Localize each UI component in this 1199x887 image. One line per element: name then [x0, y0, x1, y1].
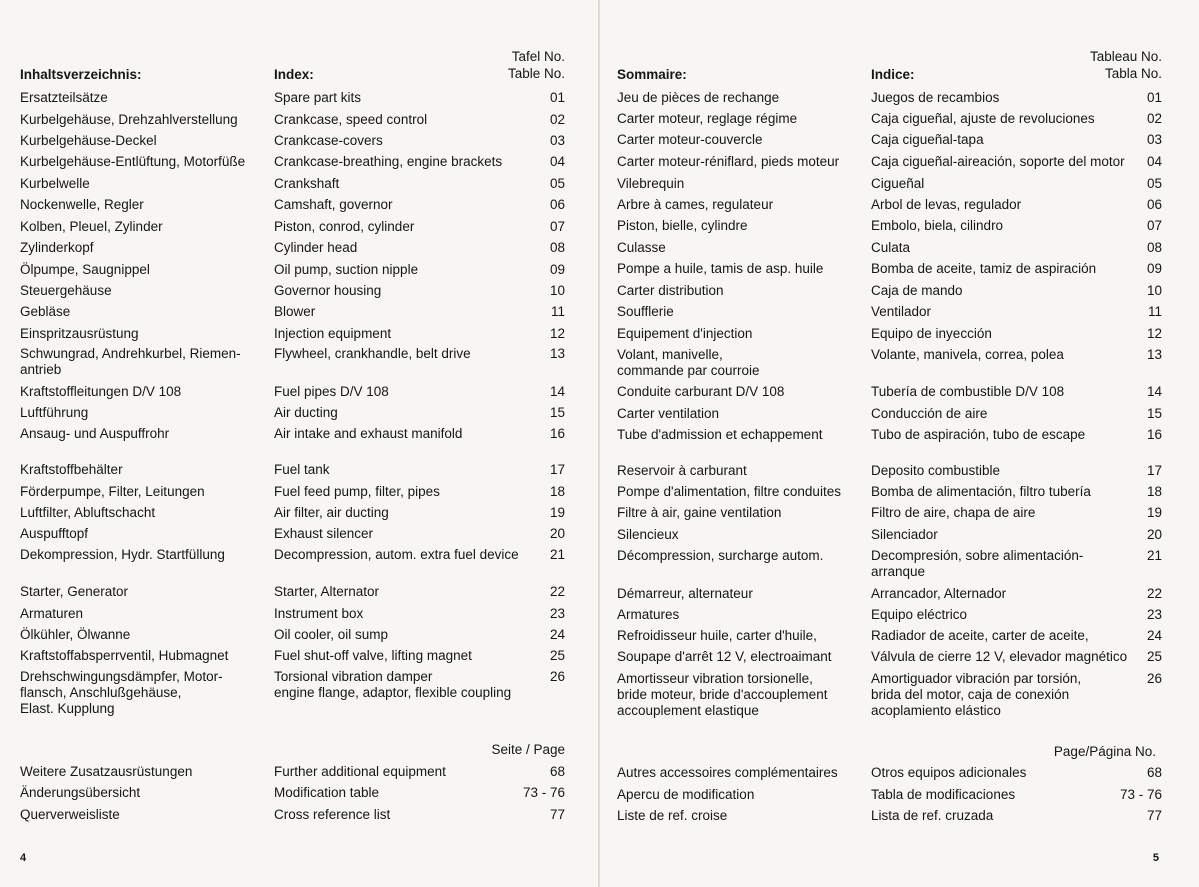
table-number: 10 — [1146, 283, 1162, 298]
table-number: 04 — [549, 154, 565, 169]
entry-title-secondary: Equipo de inyección — [871, 326, 992, 341]
entry-title-primary: Carter moteur-réniflard, pieds moteur — [617, 154, 840, 169]
table-row — [599, 548, 1199, 580]
entry-title-primary: Armatures — [617, 607, 680, 622]
page-number: 4 — [20, 852, 27, 864]
entry-title-primary: Querverweisliste — [20, 807, 120, 822]
entry-title-primary: Ersatzteilsätze — [20, 90, 108, 105]
entry-title-secondary: Spare part kits — [274, 90, 362, 105]
entry-title-secondary: Válvula de cierre 12 V, elevador magnético — [871, 649, 1128, 664]
page-column-header: Seite / Page — [491, 742, 565, 757]
entry-title-secondary: Crankcase-breathing, engine brackets — [274, 154, 503, 169]
entry-title-primary: Kurbelgehäuse, Drehzahlverstellung — [20, 112, 238, 127]
entry-title-primary: Tube d'admission et echappement — [617, 427, 823, 442]
entry-title-primary: Kurbelgehäuse-Deckel — [20, 133, 157, 148]
entry-title-secondary: Exhaust silencer — [274, 526, 374, 541]
entry-title-secondary: Oil pump, suction nipple — [274, 262, 419, 277]
entry-title-secondary: Tubería de combustible D/V 108 — [871, 384, 1065, 399]
entry-title-primary: Kolben, Pleuel, Zylinder — [20, 219, 163, 234]
table-number: 21 — [549, 547, 565, 562]
entry-title-secondary: Cross reference list — [274, 807, 391, 822]
page-reference: 77 — [1146, 808, 1162, 823]
table-number: 16 — [1146, 427, 1162, 442]
table-row — [0, 669, 599, 716]
entry-title-secondary: Filtro de aire, chapa de aire — [871, 505, 1036, 520]
entry-title-secondary: Deposito combustible — [871, 463, 1001, 478]
entry-title-primary: Förderpumpe, Filter, Leitungen — [20, 484, 205, 499]
entry-title-primary: Filtre à air, gaine ventilation — [617, 505, 782, 520]
entry-title-primary: Arbre à cames, regulateur — [617, 197, 774, 212]
table-number: 01 — [549, 90, 565, 105]
table-number: 22 — [1146, 586, 1162, 601]
table-row — [599, 347, 1199, 379]
column-header-german: Inhaltsverzeichnis: — [20, 67, 142, 82]
table-row — [0, 346, 599, 378]
entry-title-primary: Volant, manivelle, commande par courroie — [617, 347, 760, 378]
entry-title-primary: Jeu de pièces de rechange — [617, 90, 780, 105]
entry-title-secondary: Tabla de modificaciones — [871, 787, 1016, 802]
entry-title-primary: Starter, Generator — [20, 584, 129, 599]
table-number: 05 — [549, 176, 565, 191]
entry-title-secondary: Air intake and exhaust manifold — [274, 426, 463, 441]
entry-title-primary: Carter moteur-couvercle — [617, 132, 763, 147]
entry-title-primary: Soufflerie — [617, 304, 674, 319]
table-number: 17 — [1146, 463, 1162, 478]
table-number: 03 — [549, 133, 565, 148]
entry-title-secondary: Decompresión, sobre alimentación- arranque — [871, 548, 1084, 579]
entry-title-secondary: Camshaft, governor — [274, 197, 393, 212]
entry-title-primary: Luftführung — [20, 405, 89, 420]
table-row — [599, 671, 1199, 718]
entry-title-secondary: Air ducting — [274, 405, 338, 420]
entry-title-secondary: Torsional vibration damper engine flange, adaptor, flexible coupling — [274, 669, 512, 700]
entry-title-primary: Equipement d'injection — [617, 326, 753, 341]
page-column-header: Page/Página No. — [1053, 744, 1156, 759]
entry-title-secondary: Culata — [871, 240, 911, 255]
table-no-header-de: Tafel No. — [511, 49, 565, 64]
table-number: 15 — [549, 405, 565, 420]
entry-title-secondary: Amortiguador vibración par torsión, brida del motor, caja de conexión acoplamiento elástico — [871, 671, 1082, 718]
entry-title-primary: Drehschwingungsdämpfer, Motor- flansch, Anschlußgehäuse, Elast. Kupplung — [20, 669, 223, 716]
column-header-french: Sommaire: — [617, 67, 687, 82]
table-number: 09 — [549, 262, 565, 277]
entry-title-primary: Piston, bielle, cylindre — [617, 218, 748, 233]
table-number: 12 — [1146, 326, 1162, 341]
entry-title-secondary: Caja de mando — [871, 283, 963, 298]
table-number: 08 — [1146, 240, 1162, 255]
table-number: 07 — [1146, 218, 1162, 233]
table-row — [0, 547, 599, 579]
entry-title-primary: Luftfilter, Abluftschacht — [20, 505, 156, 520]
entry-title-secondary: Fuel tank — [274, 462, 330, 477]
entry-title-secondary: Piston, conrod, cylinder — [274, 219, 415, 234]
table-number: 24 — [1146, 628, 1162, 643]
table-number: 03 — [1146, 132, 1162, 147]
entry-title-primary: Apercu de modification — [617, 787, 755, 802]
entry-title-primary: Änderungsübersicht — [20, 785, 141, 800]
entry-title-secondary: Bomba de aceite, tamiz de aspiración — [871, 261, 1097, 276]
table-number: 25 — [1146, 649, 1162, 664]
entry-title-primary: Décompression, surcharge autom. — [617, 548, 824, 563]
table-number: 02 — [1146, 111, 1162, 126]
table-row — [0, 426, 599, 458]
right-page — [599, 0, 1199, 887]
table-number: 08 — [549, 240, 565, 255]
table-number: 22 — [549, 584, 565, 599]
entry-title-primary: Silencieux — [617, 527, 679, 542]
entry-title-secondary: Arbol de levas, regulador — [871, 197, 1022, 212]
table-number: 21 — [1146, 548, 1162, 563]
table-number: 06 — [549, 197, 565, 212]
table-number: 01 — [1146, 90, 1162, 105]
entry-title-primary: Dekompression, Hydr. Startfüllung — [20, 547, 225, 562]
entry-title-secondary: Otros equipos adicionales — [871, 765, 1027, 780]
page-reference: 73 - 76 — [1119, 787, 1162, 802]
table-number: 05 — [1146, 176, 1162, 191]
table-number: 23 — [549, 606, 565, 621]
entry-title-primary: Ölpumpe, Saugnippel — [20, 262, 150, 277]
entry-title-primary: Steuergehäuse — [20, 283, 112, 298]
column-header-english: Index: — [274, 67, 314, 82]
table-no-header-fr: Tableau No. — [1089, 49, 1162, 64]
entry-title-secondary: Equipo eléctrico — [871, 607, 968, 622]
entry-title-primary: Reservoir à carburant — [617, 463, 747, 478]
table-number: 20 — [1146, 527, 1162, 542]
entry-title-primary: Ölkühler, Ölwanne — [20, 627, 131, 642]
entry-title-secondary: Modification table — [274, 785, 380, 800]
entry-title-secondary: Conducción de aire — [871, 406, 988, 421]
entry-title-secondary: Volante, manivela, correa, polea — [871, 347, 1064, 362]
entry-title-secondary: Ventilador — [871, 304, 932, 319]
entry-title-primary: Amortisseur vibration torsionelle, bride moteur, bride d'accouplement accouplement elastique — [617, 671, 828, 718]
table-number: 16 — [549, 426, 565, 441]
entry-title-secondary: Fuel pipes D/V 108 — [274, 384, 389, 399]
entry-title-primary: Autres accessoires complémentaires — [617, 765, 838, 780]
table-number: 25 — [549, 648, 565, 663]
entry-title-secondary: Juegos de recambios — [871, 90, 1000, 105]
entry-title-secondary: Tubo de aspiración, tubo de escape — [871, 427, 1086, 442]
column-header-spanish: Indice: — [871, 67, 915, 82]
table-number: 09 — [1146, 261, 1162, 276]
entry-title-primary: Pompe d'alimentation, filtre conduites — [617, 484, 841, 499]
table-number: 13 — [1146, 347, 1162, 362]
table-number: 14 — [549, 384, 565, 399]
page-reference: 68 — [549, 764, 565, 779]
entry-title-secondary: Silenciador — [871, 527, 938, 542]
page-number: 5 — [1152, 852, 1159, 864]
entry-title-primary: Pompe a huile, tamis de asp. huile — [617, 261, 824, 276]
entry-title-secondary: Blower — [274, 304, 316, 319]
entry-title-primary: Vilebrequin — [617, 176, 685, 191]
table-number: 19 — [549, 505, 565, 520]
page-reference: 73 - 76 — [522, 785, 565, 800]
entry-title-primary: Kurbelgehäuse-Entlüftung, Motorfüße — [20, 154, 246, 169]
entry-title-primary: Kurbelwelle — [20, 176, 90, 191]
entry-title-secondary: Oil cooler, oil sump — [274, 627, 389, 642]
entry-title-secondary: Caja cigueñal, ajuste de revoluciones — [871, 111, 1095, 126]
entry-title-secondary: Cigueñal — [871, 176, 925, 191]
entry-title-primary: Weitere Zusatzausrüstungen — [20, 764, 193, 779]
entry-title-primary: Nockenwelle, Regler — [20, 197, 144, 212]
entry-title-secondary: Embolo, biela, cilindro — [871, 218, 1004, 233]
table-no-header-en: Table No. — [507, 66, 565, 81]
table-number: 06 — [1146, 197, 1162, 212]
entry-title-secondary: Crankshaft — [274, 176, 340, 191]
entry-title-secondary: Crankcase, speed control — [274, 112, 428, 127]
entry-title-secondary: Air filter, air ducting — [274, 505, 389, 520]
entry-title-primary: Liste de ref. croise — [617, 808, 728, 823]
entry-title-secondary: Lista de ref. cruzada — [871, 808, 994, 823]
entry-title-primary: Schwungrad, Andrehkurbel, Riemen- antrieb — [20, 346, 241, 377]
entry-title-secondary: Decompression, autom. extra fuel device — [274, 547, 519, 562]
entry-title-secondary: Cylinder head — [274, 240, 358, 255]
table-number: 14 — [1146, 384, 1162, 399]
entry-title-secondary: Instrument box — [274, 606, 364, 621]
entry-title-secondary: Crankcase-covers — [274, 133, 383, 148]
entry-title-secondary: Injection equipment — [274, 326, 392, 341]
table-number: 04 — [1146, 154, 1162, 169]
entry-title-primary: Conduite carburant D/V 108 — [617, 384, 785, 399]
entry-title-primary: Démarreur, alternateur — [617, 586, 753, 601]
entry-title-primary: Kraftstoffleitungen D/V 108 — [20, 384, 182, 399]
entry-title-primary: Armaturen — [20, 606, 84, 621]
table-number: 26 — [549, 669, 565, 684]
table-number: 26 — [1146, 671, 1162, 686]
table-number: 23 — [1146, 607, 1162, 622]
entry-title-secondary: Caja cigueñal-aireación, soporte del motor — [871, 154, 1125, 169]
entry-title-primary: Einspritzausrüstung — [20, 326, 139, 341]
table-number: 11 — [1147, 304, 1162, 319]
entry-title-primary: Gebläse — [20, 304, 71, 319]
entry-title-primary: Kraftstoffabsperrventil, Hubmagnet — [20, 648, 229, 663]
table-row — [599, 808, 1199, 840]
entry-title-primary: Soupape d'arrêt 12 V, electroaimant — [617, 649, 832, 664]
entry-title-primary: Ansaug- und Auspuffrohr — [20, 426, 170, 441]
entry-title-secondary: Fuel shut-off valve, lifting magnet — [274, 648, 472, 663]
entry-title-primary: Zylinderkopf — [20, 240, 94, 255]
entry-title-secondary: Further additional equipment — [274, 764, 446, 779]
table-number: 13 — [549, 346, 565, 361]
entry-title-primary: Auspufftopf — [20, 526, 89, 541]
table-number: 17 — [549, 462, 565, 477]
table-number: 15 — [1146, 406, 1162, 421]
entry-title-primary: Carter ventilation — [617, 406, 720, 421]
table-number: 18 — [1146, 484, 1162, 499]
entry-title-primary: Culasse — [617, 240, 666, 255]
table-number: 07 — [549, 219, 565, 234]
entry-title-secondary: Caja cigueñal-tapa — [871, 132, 984, 147]
table-number: 02 — [549, 112, 565, 127]
entry-title-secondary: Arrancador, Alternador — [871, 586, 1007, 601]
table-number: 20 — [549, 526, 565, 541]
table-number: 24 — [549, 627, 565, 642]
table-number: 19 — [1146, 505, 1162, 520]
entry-title-primary: Carter moteur, reglage régime — [617, 111, 798, 126]
page-reference: 68 — [1146, 765, 1162, 780]
page-reference: 77 — [549, 807, 565, 822]
entry-title-secondary: Governor housing — [274, 283, 382, 298]
entry-title-primary: Carter distribution — [617, 283, 724, 298]
entry-title-primary: Kraftstoffbehälter — [20, 462, 123, 477]
table-number: 18 — [549, 484, 565, 499]
table-no-header-es: Tabla No. — [1104, 66, 1162, 81]
entry-title-secondary: Starter, Alternator — [274, 584, 380, 599]
left-page — [0, 0, 599, 887]
table-number: 10 — [549, 283, 565, 298]
entry-title-secondary: Radiador de aceite, carter de aceite, — [871, 628, 1089, 643]
table-number: 11 — [550, 304, 565, 319]
entry-title-primary: Refroidisseur huile, carter d'huile, — [617, 628, 817, 643]
table-row — [599, 427, 1199, 459]
table-row — [0, 807, 599, 839]
table-number: 12 — [549, 326, 565, 341]
entry-title-secondary: Fuel feed pump, filter, pipes — [274, 484, 440, 499]
entry-title-secondary: Bomba de alimentación, filtro tubería — [871, 484, 1091, 499]
entry-title-secondary: Flywheel, crankhandle, belt drive — [274, 346, 471, 361]
